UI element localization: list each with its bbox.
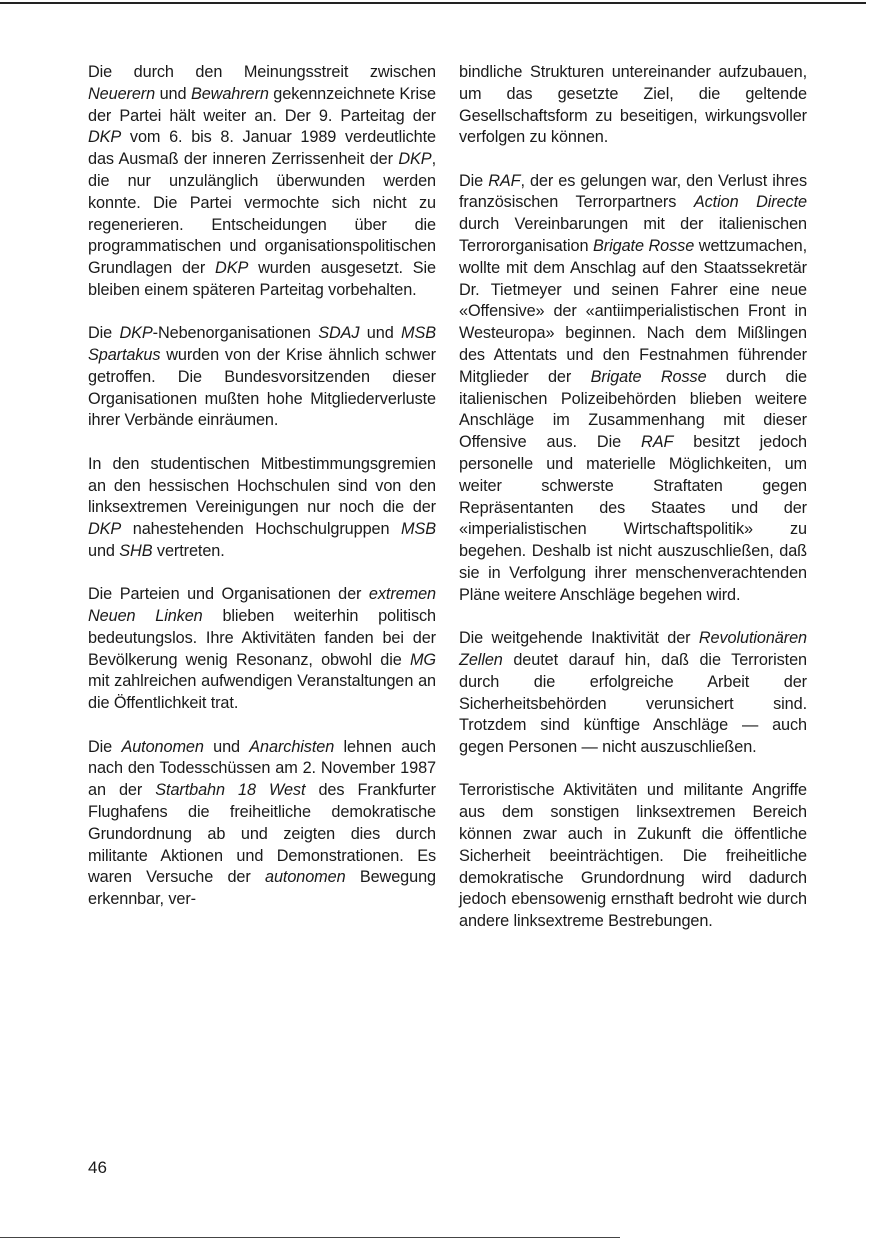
emphasized-term: MG xyxy=(409,650,436,669)
emphasized-term: DKP xyxy=(215,259,249,278)
emphasized-term: SDAJ xyxy=(318,324,360,343)
text-run: Terroristische Aktivitäten und militante Angriffe aus dem sonstigen linksextremen Bereich können zwar auch in Zukunft die öffentliche Sicherheit beeinträchtigen. Die freiheitliche demokratische Grundordnung wird dadurch jedoch ebensowenig ernsthaft bedroht wie durch andere linksextreme Bestrebungen. xyxy=(459,781,807,931)
paragraph xyxy=(459,628,807,759)
paragraph xyxy=(459,780,807,933)
text-run: , die nur unzulänglich überwunden werden konnte. Die Partei vermochte sich nicht zu regenerieren. Entscheidungen über die programmatischen und organisationspolitischen Grundlagen der xyxy=(88,150,436,278)
text-run: wurden ausgesetzt. Sie bleiben einem späteren Parteitag vorbehalten. xyxy=(88,259,437,299)
text-run: Die xyxy=(88,737,122,756)
text-run: des Frankfurter Flughafens die freiheitliche demokratische Grundordnung ab und zeigten dies durch militante Aktionen und Demonstrationen. Es waren Versuche der xyxy=(88,781,436,887)
emphasized-term: autonomen xyxy=(264,868,346,887)
bottom-rule xyxy=(0,1237,620,1238)
paragraph xyxy=(88,737,436,911)
text-run: bindliche Strukturen untereinander aufzubauen, um das gesetzte Ziel, die geltende Gesellschaftsform zu beseitigen, wirkungsvoller verfolgen zu können. xyxy=(459,63,807,147)
text-run: In den studentischen Mitbestimmungsgremien an den hessischen Hochschulen sind von den linksextremen Vereinigungen nur noch die der xyxy=(88,454,436,517)
emphasized-term: Neuerern xyxy=(88,84,156,103)
text-run: durch Vereinbarungen mit der italienischen Terrororganisation xyxy=(459,215,807,256)
emphasized-term: DKP xyxy=(88,128,122,147)
text-run: und xyxy=(155,84,191,103)
emphasized-term: Brigate Rosse xyxy=(590,367,707,386)
text-run: -Nebenorganisationen xyxy=(152,324,319,343)
emphasized-term: SHB xyxy=(119,541,153,560)
emphasized-term: Bewahrern xyxy=(190,84,269,103)
emphasized-term: DKP xyxy=(88,520,122,539)
text-run: und xyxy=(203,737,250,756)
emphasized-term: Startbahn 18 West xyxy=(155,781,306,800)
emphasized-term: DKP xyxy=(398,150,432,169)
text-run: und xyxy=(88,541,120,560)
emphasized-term: RAF xyxy=(641,433,674,452)
emphasized-term: DKP xyxy=(119,324,153,343)
text-run: blieben weiterhin politisch bedeutungslos. Ihre Aktivitäten fanden bei der Bevölkerung wenig Resonanz, obwohl die xyxy=(88,607,437,669)
text-run: deutet darauf hin, daß die Terroristen durch die erfolgreiche Arbeit der Sicherheitsbehörden verunsichert sind. Trotzdem sind künftige Anschläge — auch gegen Personen — nicht auszuschließen. xyxy=(459,650,807,757)
text-run: Die xyxy=(459,171,489,190)
text-run: besitzt jedoch personelle und materielle Möglichkeiten, um weiter schwerste Straftaten gegen Repräsentanten des Staates und der «imperialistischen Wirtschaftspolitik» zu begehen. Deshalb ist nicht auszuschließen, daß sie in Verfolgung ihrer menschenverachtenden Pläne weitere Anschläge begehen wird. xyxy=(459,433,807,604)
paragraph xyxy=(88,454,436,563)
text-run: und xyxy=(359,324,402,343)
text-run: mit zahlreichen aufwendigen Veranstaltungen an die Öffentlichkeit trat. xyxy=(88,672,436,713)
text-run: , der es gelungen war, den Verlust ihres französischen Terrorpartners xyxy=(459,171,807,212)
right-column xyxy=(459,62,807,954)
emphasized-term: Autonomen xyxy=(121,737,204,756)
text-run: durch die italienischen Polizeibehörden blieben weitere Anschläge im Zusammenhang mit dieser Offensive aus. Die xyxy=(459,367,807,452)
left-column xyxy=(88,62,436,932)
text-run: Die Parteien und Organisationen der xyxy=(88,585,369,604)
emphasized-term: MSB Spartakus xyxy=(88,324,436,365)
text-run: nahestehenden Hochschulgruppen xyxy=(121,520,402,539)
paragraph xyxy=(459,62,807,149)
text-run: gekennzeichnete Krise der Partei hält weiter an. Der 9. Parteitag der xyxy=(88,84,436,125)
emphasized-term: RAF xyxy=(488,171,521,190)
emphasized-term: extremen Neuen Linken xyxy=(88,585,436,626)
text-run: wettzumachen, wollte mit dem Anschlag auf den Staatssekretär Dr. Tietmeyer und seinen Fahrer eine neue «Offensive» der «antiimperialistischen Front in Westeuropa» beginnen. Nach dem Mißlingen des Attentats und den Festnahmen führender Mitglieder der xyxy=(459,237,807,386)
emphasized-term: Revolutionären Zellen xyxy=(459,629,807,669)
emphasized-term: Anarchisten xyxy=(249,737,335,756)
text-run: vom 6. bis 8. Januar 1989 verdeutlichte das Ausmaß der inneren Zerrissenheit der xyxy=(88,128,436,169)
text-run: Die durch den Meinungsstreit zwischen xyxy=(88,63,436,81)
page-number: 46 xyxy=(88,1158,107,1177)
text-run: Die weitgehende Inaktivität der xyxy=(459,629,699,648)
text-run: Die xyxy=(88,324,120,343)
text-run: vertreten. xyxy=(152,541,225,560)
emphasized-term: Action Directe xyxy=(693,193,807,212)
paragraph xyxy=(459,171,807,607)
emphasized-term: Brigate Rosse xyxy=(593,237,695,256)
text-run: wurden von der Krise ähnlich schwer getroffen. Die Bundesvorsitzenden dieser Organisationen mußten hohe Mitgliederverluste ihrer Verbände einräumen. xyxy=(88,346,436,430)
paragraph xyxy=(88,584,436,715)
paragraph xyxy=(88,62,436,302)
paragraph xyxy=(88,323,436,432)
top-rule xyxy=(0,2,866,4)
text-run: lehnen auch nach den Todesschüssen am 2. November 1987 an der xyxy=(88,737,436,800)
text-run: Bewegung erkennbar, ver- xyxy=(88,868,436,909)
emphasized-term: MSB xyxy=(401,520,436,539)
